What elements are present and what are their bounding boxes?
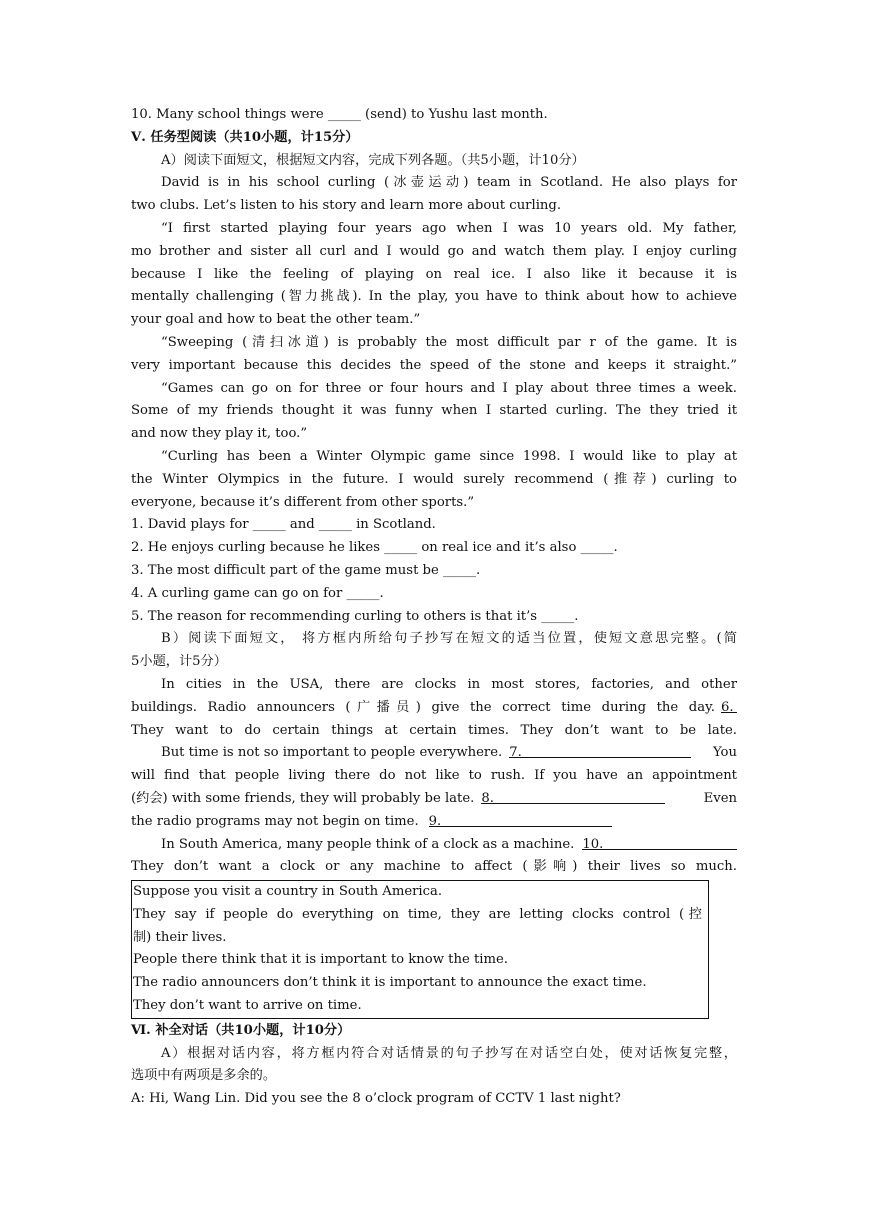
section-6-title: Ⅵ. 补全对话（共10小题，计10分） xyxy=(131,1022,351,1038)
passage-a-line: very important because this decides the speed of the stone and keeps it straight.” xyxy=(131,357,737,373)
blank-number: 7. xyxy=(509,745,522,761)
sentence-options-box xyxy=(131,880,709,1019)
passage-a-line: “Sweeping (清扫冰道) is probably the most difficult par r of the game. It is xyxy=(161,334,737,350)
passage-b-line xyxy=(131,834,737,857)
part-a-instruction: A）阅读下面短文，根据短文内容，完成下列各题。（共5小题，计10分） xyxy=(161,152,585,168)
option-sentence: They say if people do everything on time, they are letting clocks control (控 xyxy=(133,906,702,922)
passage-a-line: everyone, because it’s different from other sports.” xyxy=(131,494,475,510)
passage-b-text: But time is not so important to people everywhere. xyxy=(161,745,503,761)
passage-a-line: “Games can go on for three or four hours and I play about three times a week. xyxy=(161,380,737,396)
passage-a-line: “Curling has been a Winter Olympic game since 1998. I would like to play at xyxy=(161,448,737,464)
passage-b-text: Even xyxy=(703,790,737,806)
option-sentence: 制) their lives. xyxy=(133,929,227,945)
blank-10[interactable] xyxy=(582,834,737,850)
passage-b-line: They don’t want a clock or any machine to affect (影响) their lives so much. xyxy=(131,859,737,875)
passage-a-line: your goal and how to beat the other team.” xyxy=(131,312,421,328)
passage-b-line: They want to do certain things at certain times. They don’t want to be late. xyxy=(131,722,737,738)
blank-9[interactable] xyxy=(429,811,612,827)
part-b-instruction: B）阅读下面短文， 将方框内所给句子抄写在短文的适当位置，使短文意思完整。(简 xyxy=(161,631,737,647)
part-b-instruction-cont: 5小题，计5分） xyxy=(131,654,227,670)
blank-6[interactable] xyxy=(721,697,737,713)
blank-number: 9. xyxy=(428,813,442,829)
option-sentence: Suppose you visit a country in South America. xyxy=(133,884,443,900)
passage-b-line: In cities in the USA, there are clocks in most stores, factories, and other xyxy=(161,676,737,692)
passage-b-line xyxy=(131,742,737,765)
passage-b-line xyxy=(131,788,737,811)
passage-b-text: buildings. Radio announcers (广播员) give the correct time during the day. xyxy=(131,699,715,715)
question-item: 2. He enjoys curling because he likes _____ on real ice and it’s also _____. xyxy=(131,540,618,556)
passage-b-line: will find that people living there do not like to rush. If you have an appointment xyxy=(131,768,737,784)
passage-a-line: David is in his school curling (冰壶运动) team in Scotland. He also plays for xyxy=(161,175,737,191)
blank-7[interactable] xyxy=(509,742,691,761)
section-6-instruction: A）根据对话内容，将方框内符合对话情景的句子抄写在对话空白处，使对话恢复完整， xyxy=(161,1045,737,1061)
passage-a-line: mo brother and sister all curl and I would go and watch them play. I enjoy curling xyxy=(131,243,737,259)
option-sentence: They don’t want to arrive on time. xyxy=(133,998,362,1014)
passage-a-line: two clubs. Let’s listen to his story and learn more about curling. xyxy=(131,198,562,214)
dialog-line: A: Hi, Wang Lin. Did you see the 8 o’clock program of CCTV 1 last night? xyxy=(131,1091,621,1107)
blank-8[interactable] xyxy=(481,788,665,804)
exam-page xyxy=(131,104,737,1111)
passage-b xyxy=(131,674,737,879)
blank-number: 6. xyxy=(721,699,734,715)
question-10: 10. Many school things were _____ (send) to Yushu last month. xyxy=(131,107,548,122)
blank-number: 8. xyxy=(481,790,494,806)
questions-a xyxy=(131,514,737,628)
question-item: 3. The most difficult part of the game must be _____. xyxy=(131,562,481,578)
passage-a-line: because I like the feeling of playing on real ice. I also like it because it is xyxy=(131,266,737,282)
passage-a-line: Some of my friends thought it was funny when I started curling. The they tried it xyxy=(131,403,737,419)
blank-number: 10. xyxy=(582,836,604,852)
question-item: 1. David plays for _____ and _____ in Scotland. xyxy=(131,517,436,533)
question-item: 5. The reason for recommending curling to others is that it’s _____. xyxy=(131,608,579,624)
passage-b-line xyxy=(131,697,737,720)
option-sentence: People there think that it is important to know the time. xyxy=(133,952,508,968)
passage-b-text: the radio programs may not begin on time. xyxy=(131,813,419,829)
question-item: 4. A curling game can go on for _____. xyxy=(131,585,384,601)
section-6-instruction-cont: 选项中有两项是多余的。 xyxy=(131,1068,277,1084)
passage-b-text: In South America, many people think of a clock as a machine. xyxy=(161,836,575,852)
passage-a-line: mentally challenging (智力挑战). In the play, you have to think about how to achieve xyxy=(131,289,737,305)
section-5-title: Ⅴ. 任务型阅读（共10小题，计15分） xyxy=(131,129,359,145)
passage-a xyxy=(131,172,737,514)
passage-b-text: You xyxy=(713,745,737,761)
passage-a-line: the Winter Olympics in the future. I would surely recommend (推荐) curling to xyxy=(131,471,737,487)
passage-a-line: and now they play it, too.” xyxy=(131,426,308,442)
passage-b-text: (约会) with some friends, they will probably be late. xyxy=(131,790,475,806)
passage-a-line: “I first started playing four years ago when I was 10 years old. My father, xyxy=(161,220,737,236)
passage-b-line xyxy=(131,811,737,834)
option-sentence: The radio announcers don’t think it is important to announce the exact time. xyxy=(133,975,647,991)
